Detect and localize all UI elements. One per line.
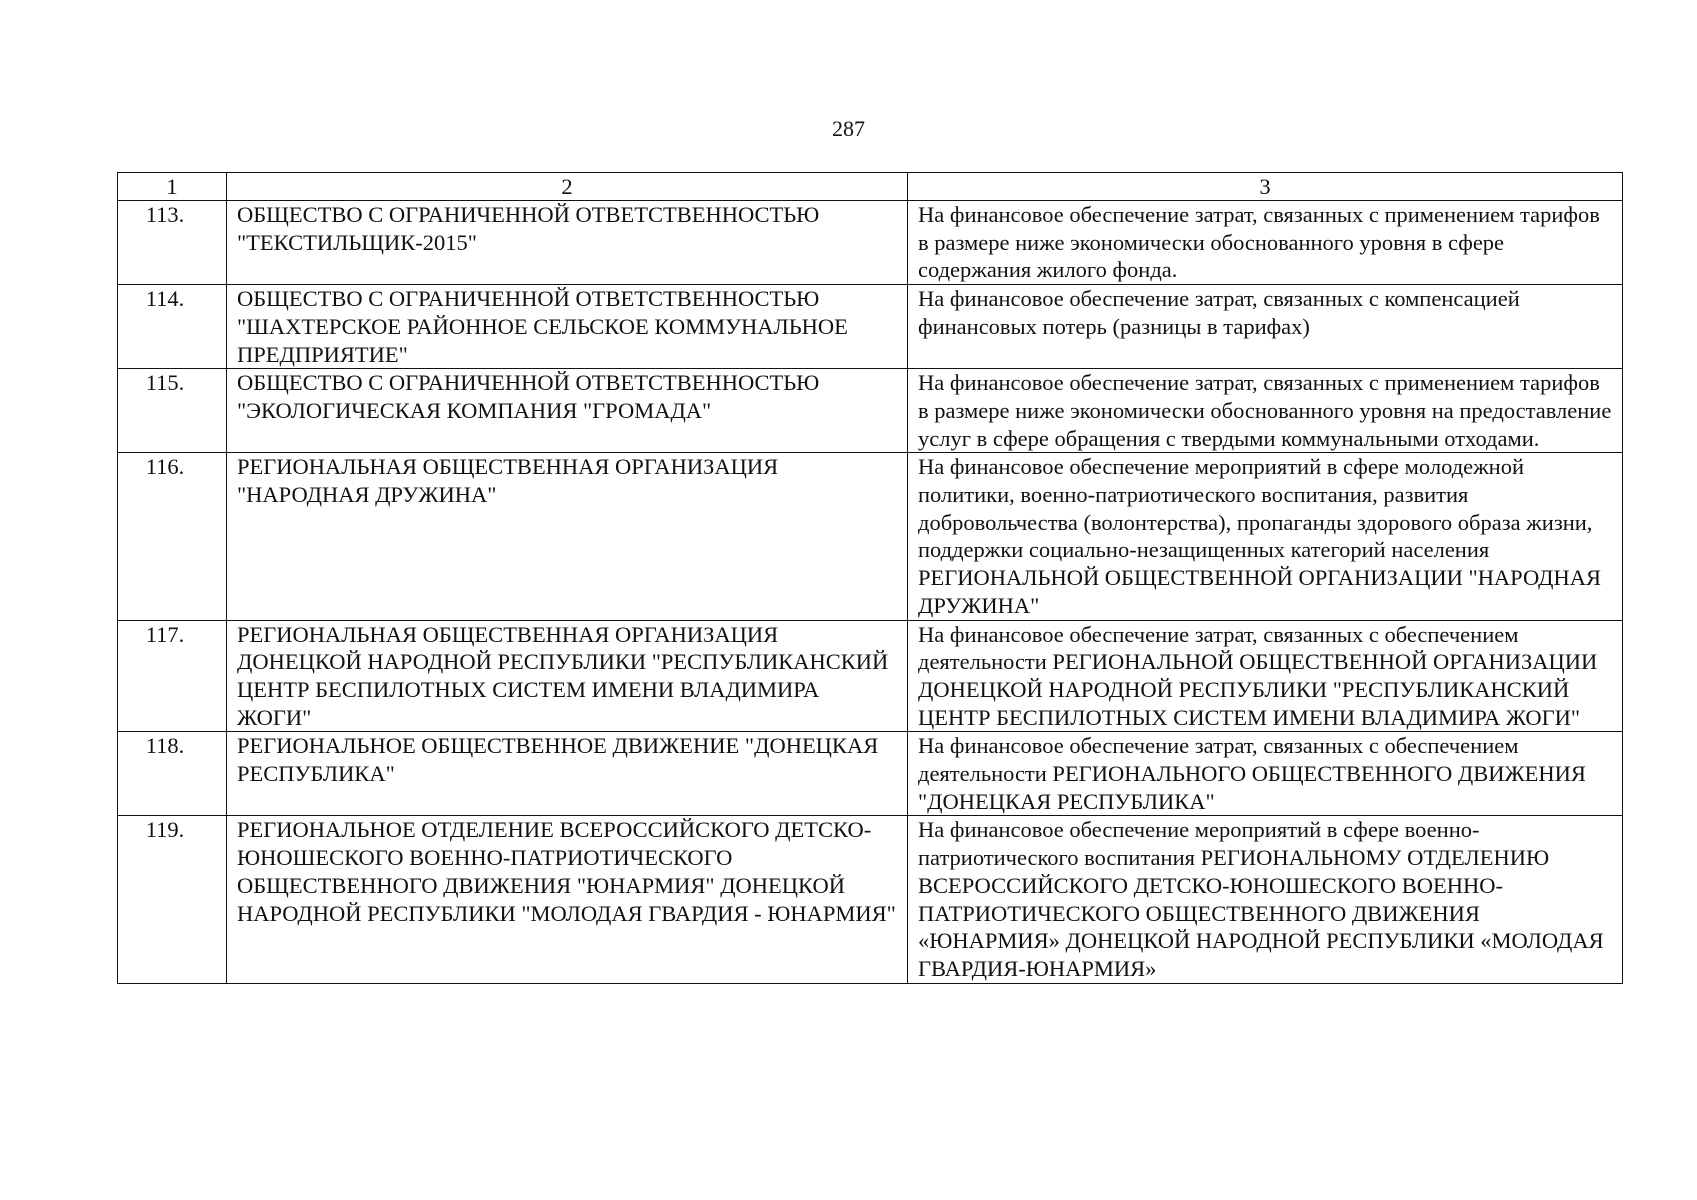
organization-name: РЕГИОНАЛЬНАЯ ОБЩЕСТВЕННАЯ ОРГАНИЗАЦИЯ "НАРОДНАЯ ДРУЖИНА" [227,453,908,620]
row-number: 117. [118,620,227,732]
row-number: 116. [118,453,227,620]
column-header-organization: 2 [227,173,908,201]
table-row [118,285,1623,369]
row-number: 118. [118,732,227,816]
funding-purpose: На финансовое обеспечение затрат, связанных с компенсацией финансовых потерь (разницы в тарифах) [908,285,1623,369]
row-number: 114. [118,285,227,369]
table-row [118,732,1623,816]
row-number: 115. [118,369,227,453]
row-number: 113. [118,201,227,285]
table-row [118,816,1623,983]
table-row [118,369,1623,453]
funding-purpose: На финансовое обеспечение мероприятий в сфере военно-патриотического воспитания РЕГИОНАЛЬНОМУ ОТДЕЛЕНИЮ ВСЕРОССИЙСКОГО ДЕТСКО-ЮНОШЕСКОГО ВОЕННО-ПАТРИОТИЧЕСКОГО ОБЩЕСТВЕННОГО ДВИЖЕНИЯ «ЮНАРМИЯ» ДОНЕЦКОЙ НАРОДНОЙ РЕСПУБЛИКИ «МОЛОДАЯ ГВАРДИЯ-ЮНАРМИЯ» [908,816,1623,983]
table-row [118,453,1623,620]
page-number: 287 [832,116,865,141]
table-row [118,620,1623,732]
organization-name: ОБЩЕСТВО С ОГРАНИЧЕННОЙ ОТВЕТСТВЕННОСТЬЮ "ШАХТЕРСКОЕ РАЙОННОЕ СЕЛЬСКОЕ КОММУНАЛЬНОЕ ПРЕДПРИЯТИЕ" [227,285,908,369]
funding-purpose: На финансовое обеспечение затрат, связанных с применением тарифов в размере ниже экономически обоснованного уровня в сфере содержания жилого фонда. [908,201,1623,285]
organization-name: РЕГИОНАЛЬНОЕ ОТДЕЛЕНИЕ ВСЕРОССИЙСКОГО ДЕТСКО-ЮНОШЕСКОГО ВОЕННО-ПАТРИОТИЧЕСКОГО ОБЩЕСТВЕННОГО ДВИЖЕНИЯ "ЮНАРМИЯ" ДОНЕЦКОЙ НАРОДНОЙ РЕСПУБЛИКИ "МОЛОДАЯ ГВАРДИЯ - ЮНАРМИЯ" [227,816,908,983]
funding-purpose: На финансовое обеспечение мероприятий в сфере молодежной политики, военно-патриотического воспитания, развития добровольчества (волонтерства), пропаганды здорового образа жизни, поддержки социально-незащищенных категорий населения РЕГИОНАЛЬНОЙ ОБЩЕСТВЕННОЙ ОРГАНИЗАЦИИ "НАРОДНАЯ ДРУЖИНА" [908,453,1623,620]
organization-name: ОБЩЕСТВО С ОГРАНИЧЕННОЙ ОТВЕТСТВЕННОСТЬЮ "ЭКОЛОГИЧЕСКАЯ КОМПАНИЯ "ГРОМАДА" [227,369,908,453]
table-row [118,201,1623,285]
column-header-purpose: 3 [908,173,1623,201]
organization-name: ОБЩЕСТВО С ОГРАНИЧЕННОЙ ОТВЕТСТВЕННОСТЬЮ "ТЕКСТИЛЬЩИК-2015" [227,201,908,285]
row-number: 119. [118,816,227,983]
table-header-row [118,173,1623,201]
funding-purpose: На финансовое обеспечение затрат, связанных с обеспечением деятельности РЕГИОНАЛЬНОГО ОБЩЕСТВЕННОГО ДВИЖЕНИЯ "ДОНЕЦКАЯ РЕСПУБЛИКА" [908,732,1623,816]
subsidy-table [117,172,1623,984]
funding-purpose: На финансовое обеспечение затрат, связанных с применением тарифов в размере ниже экономически обоснованного уровня на предоставление услуг в сфере обращения с твердыми коммунальными отходами. [908,369,1623,453]
organization-name: РЕГИОНАЛЬНАЯ ОБЩЕСТВЕННАЯ ОРГАНИЗАЦИЯ ДОНЕЦКОЙ НАРОДНОЙ РЕСПУБЛИКИ "РЕСПУБЛИКАНСКИЙ ЦЕНТР БЕСПИЛОТНЫХ СИСТЕМ ИМЕНИ ВЛАДИМИРА ЖОГИ" [227,620,908,732]
organization-name: РЕГИОНАЛЬНОЕ ОБЩЕСТВЕННОЕ ДВИЖЕНИЕ "ДОНЕЦКАЯ РЕСПУБЛИКА" [227,732,908,816]
column-header-number: 1 [118,173,227,201]
funding-purpose: На финансовое обеспечение затрат, связанных с обеспечением деятельности РЕГИОНАЛЬНОЙ ОБЩЕСТВЕННОЙ ОРГАНИЗАЦИИ ДОНЕЦКОЙ НАРОДНОЙ РЕСПУБЛИКИ "РЕСПУБЛИКАНСКИЙ ЦЕНТР БЕСПИЛОТНЫХ СИСТЕМ ИМЕНИ ВЛАДИМИРА ЖОГИ" [908,620,1623,732]
